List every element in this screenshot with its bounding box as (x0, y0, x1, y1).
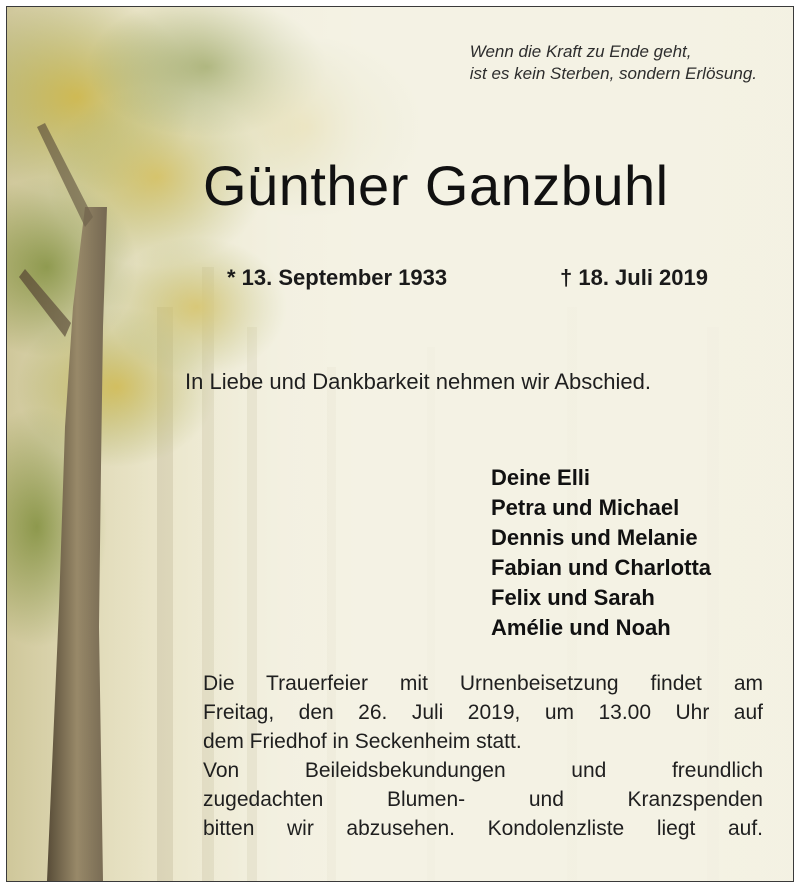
death-date: † 18. Juli 2019 (560, 265, 708, 290)
family-member: Fabian und Charlotta (491, 555, 711, 580)
family-member: Amélie und Noah (491, 615, 671, 640)
family-member: Dennis und Melanie (491, 525, 698, 550)
quote-line-1: Wenn die Kraft zu Ende geht, (469, 42, 692, 61)
service-details (203, 669, 763, 843)
details-line: Die Trauerfeier mit Urnenbeisetzung findet am (203, 672, 763, 695)
family-member: Deine Elli (491, 465, 591, 490)
birth-date: * 13. September 1933 (227, 265, 448, 290)
details-line: zugedachten Blumen- und Kranzspenden (203, 788, 763, 811)
deceased-name: Günther Ganzbuhl (203, 154, 669, 217)
quote-line-2: ist es kein Sterben, sondern Erlösung. (469, 64, 757, 83)
farewell-statement: In Liebe und Dankbarkeit nehmen wir Abschied. (185, 369, 651, 394)
details-line: Von Beileidsbekundungen und freundlich (203, 759, 763, 782)
obituary-frame (6, 6, 794, 882)
details-line: bitten wir abzusehen. Kondolenzliste liegt auf. (203, 817, 763, 840)
family-list (491, 463, 711, 643)
family-member: Felix und Sarah (491, 585, 655, 610)
family-member: Petra und Michael (491, 495, 680, 520)
quote (470, 41, 757, 85)
details-line: dem Friedhof in Seckenheim statt. (203, 730, 522, 753)
details-line: Freitag, den 26. Juli 2019, um 13.00 Uhr auf (203, 701, 763, 724)
